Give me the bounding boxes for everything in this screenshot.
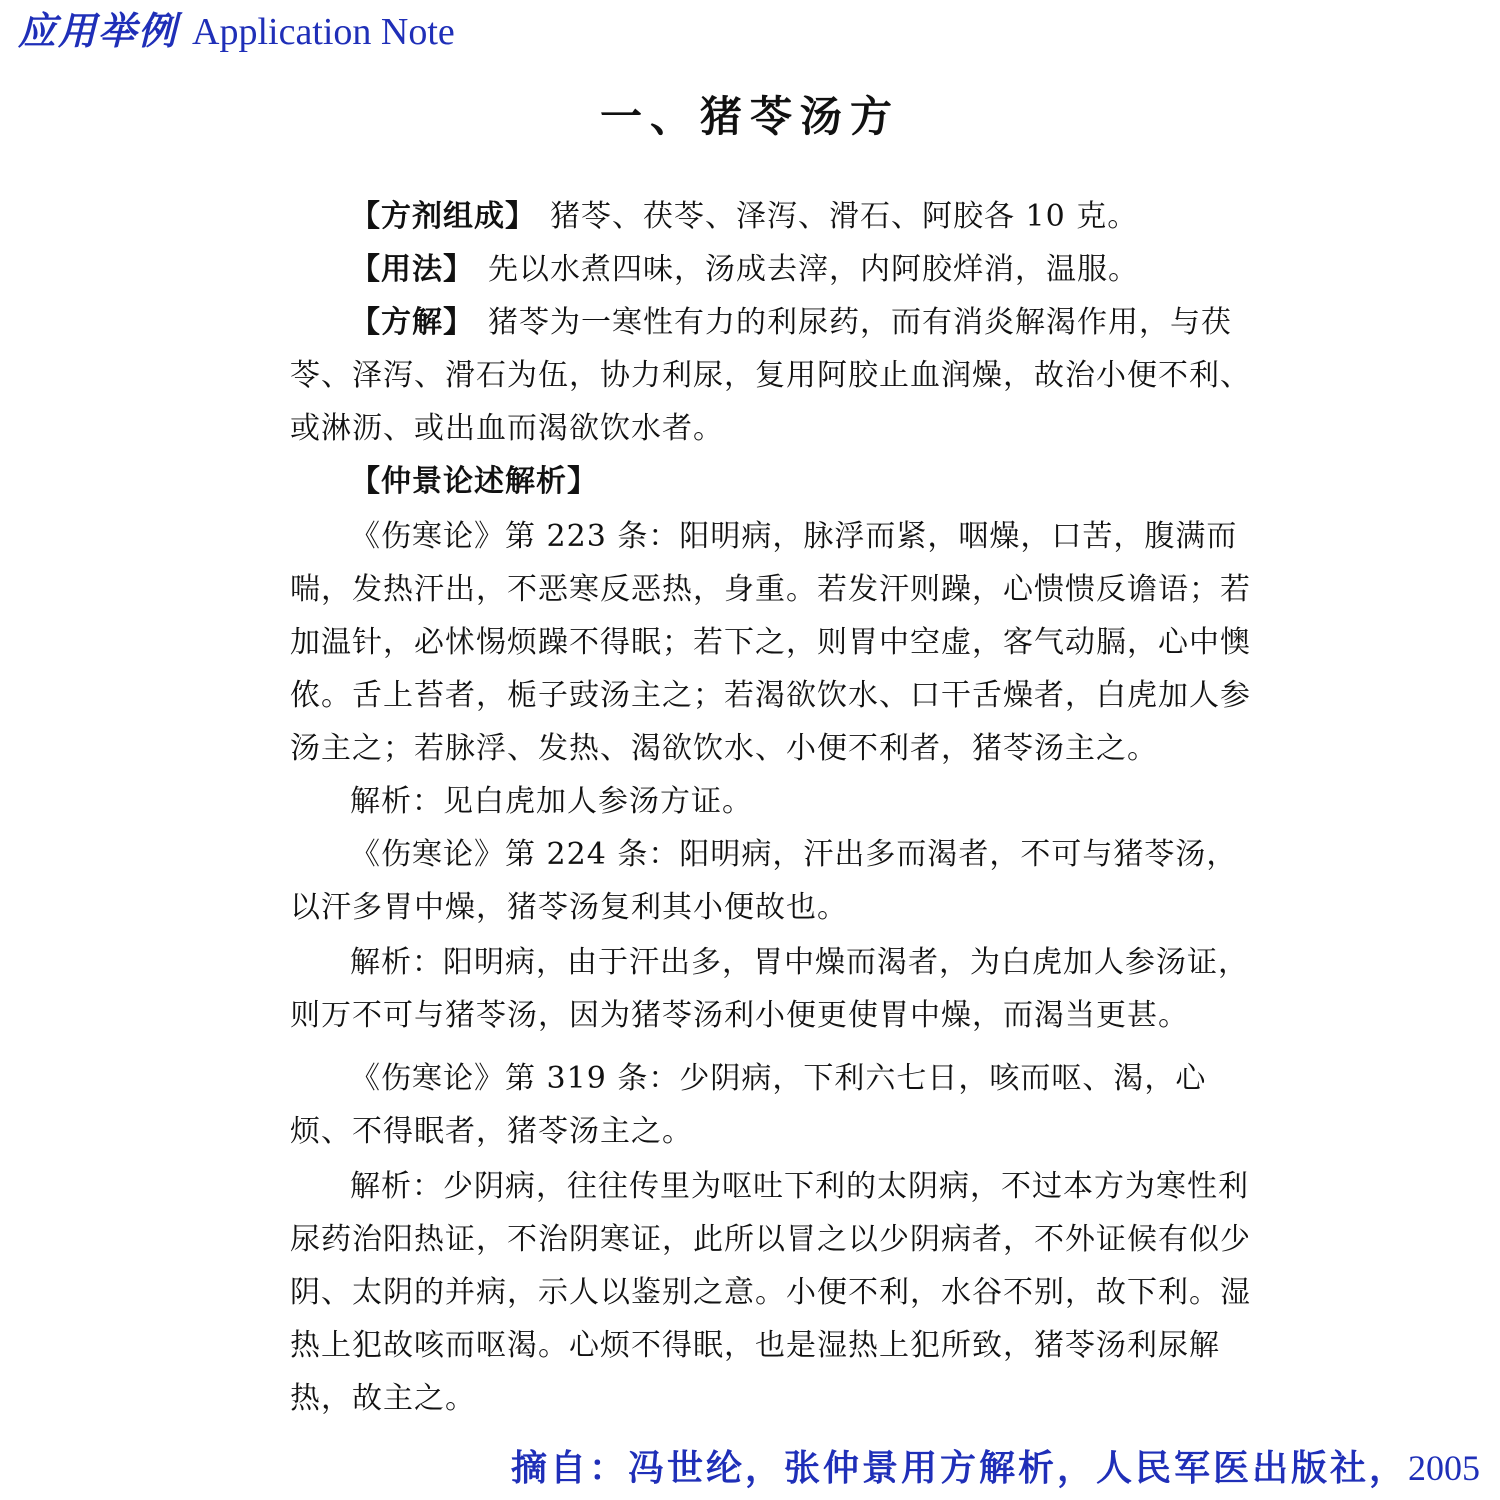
article-224-paragraph: 《伤寒论》第 224 条：阳明病，汗出多而渴者，不可与猪苓汤，以汗多胃中燥，猪苓汤复利其小便故也。 <box>290 837 1238 925</box>
explanation-text: 猪苓为一寒性有力的利尿药，而有消炎解渴作用，与茯苓、泽泻、滑石为伍，协力利尿，复用阿胶止血润燥，故治小便不利、或淋沥、或出血而渴欲饮水者。 <box>290 305 1251 446</box>
analysis-319-paragraph: 解析：少阴病，往往传里为呕吐下利的太阴病，不过本方为寒性利尿药治阳热证，不治阴寒证，此所以冒之以少阴病者，不外证候有似少阴、太阴的并病，示人以鉴别之意。小便不利，水谷不别，故下利。湿热上犯故咳而呕渴。心烦不得眠，也是湿热上犯所致，猪苓汤利尿解热，故主之。 <box>290 1169 1251 1416</box>
explanation-paragraph <box>290 296 1265 455</box>
usage-text: 先以水煮四味，汤成去滓，内阿胶烊消，温服。 <box>488 252 1139 287</box>
composition-text: 猪苓、茯苓、泽泻、滑石、阿胶各 10 克。 <box>550 199 1139 234</box>
composition-paragraph <box>290 190 1265 243</box>
article-319-paragraph: 《伤寒论》第 319 条：少阴病，下利六七日，咳而呕、渴，心烦、不得眠者，猪苓汤主之。 <box>290 1061 1207 1149</box>
usage-paragraph <box>290 243 1265 296</box>
discussion-label: 【仲景论述解析】 <box>350 464 598 499</box>
header-english-label: Application Note <box>192 11 455 53</box>
page-header <box>18 0 455 52</box>
article-223-paragraph: 《伤寒论》第 223 条：阳明病，脉浮而紧，咽燥，口苦，腹满而喘，发热汗出，不恶寒反恶热，身重。若发汗则躁，心愦愦反谵语；若加温针，必怵惕烦躁不得眠；若下之，则胃中空虚，客气动膈，心中懊侬。舌上苔者，栀子豉汤主之；若渴欲饮水、口干舌燥者，白虎加人参汤主之；若脉浮、发热、渴欲饮水、小便不利者，猪苓汤主之。 <box>290 519 1251 766</box>
citation-footer <box>511 1440 1480 1491</box>
analysis-224-paragraph: 解析：阳明病，由于汗出多，胃中燥而渴者，为白虎加人参汤证，则万不可与猪苓汤，因为猪苓汤利小便更使胃中燥，而渴当更甚。 <box>290 945 1249 1033</box>
page-title: 一、猪苓汤方 <box>599 92 900 141</box>
header-chinese-label: 应用举例 <box>18 9 179 53</box>
composition-label: 【方剂组成】 <box>350 199 536 234</box>
citation-year: 2005 <box>1408 1448 1480 1488</box>
citation-source: 摘自：冯世纶，张仲景用方解析，人民军医出版社， <box>510 1448 1408 1489</box>
document-body <box>290 190 1265 1425</box>
usage-label: 【用法】 <box>350 252 474 287</box>
explanation-label: 【方解】 <box>350 305 474 340</box>
analysis-223-paragraph: 解析：见白虎加人参汤方证。 <box>350 784 753 819</box>
discussion-heading-paragraph <box>290 455 1265 508</box>
